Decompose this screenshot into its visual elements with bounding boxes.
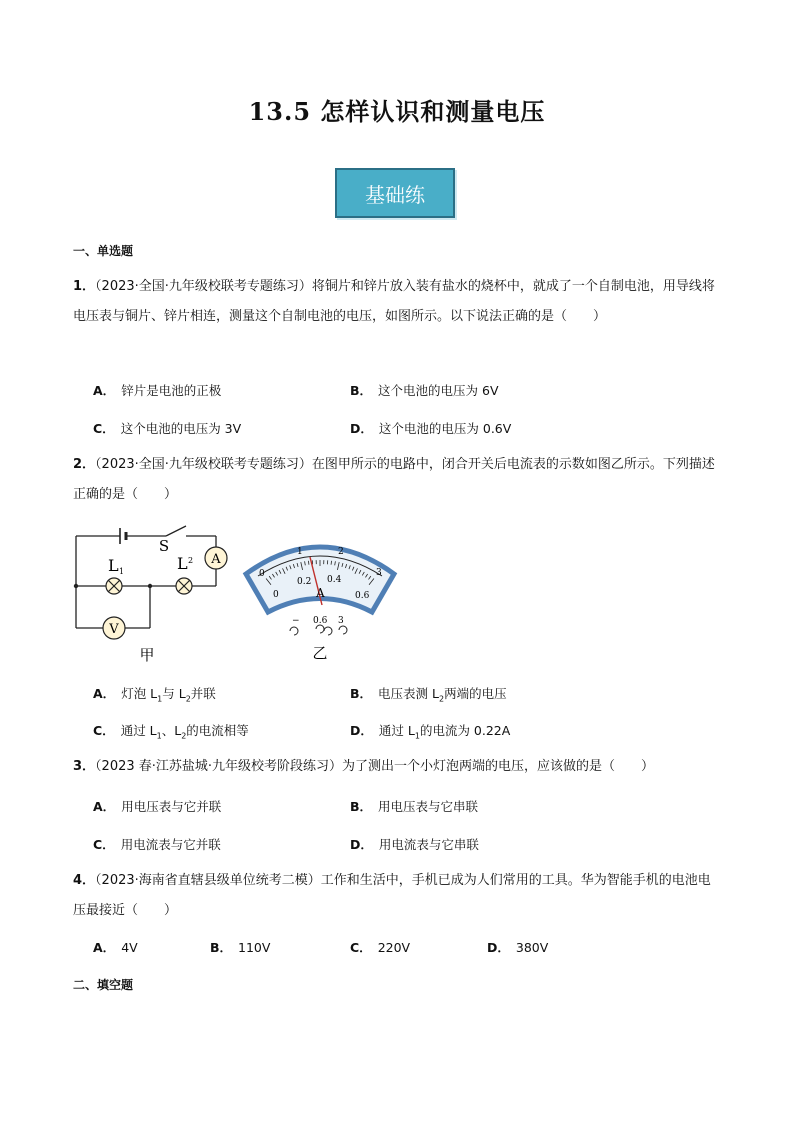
- lamp-l1-icon: [106, 578, 122, 594]
- question-text: （2023·海南省直辖县级单位统考二模）工作和生活中，手机已成为人们常用的工具。华为智能手机的电池电压最接近（ ）: [73, 873, 711, 918]
- q4-option-a[interactable]: A． 4V: [93, 940, 138, 955]
- ammeter-dial-diagram: [240, 530, 400, 666]
- q2-option-c[interactable]: C． 通过 $L_1$、$L_2$的电流相等: [93, 723, 249, 741]
- page-title: 13.5 怎样认识和测量电压: [248, 97, 546, 126]
- q1-option-a[interactable]: A． 锌片是电池的正极: [93, 383, 222, 398]
- q1-option-b[interactable]: B． 这个电池的电压为 6V: [350, 383, 499, 398]
- question-text: （2023·全国·九年级校联考专题练习）在图甲所示的电路中，闭合开关后电流表的示数如图乙所示。下列描述正确的是（ ）: [73, 457, 715, 502]
- question-4: [73, 866, 723, 926]
- question-text: （2023·全国·九年级校联考专题练习）将铜片和锌片放入装有盐水的烧杯中，就成了一个自制电池，用导线将电压表与铜片、锌片相连，测量这个自制电池的电压，如图所示。以下说法正确的是（ ）: [73, 279, 715, 324]
- q3-option-b[interactable]: B． 用电压表与它串联: [350, 799, 479, 814]
- q2-option-d[interactable]: D． 通过 $L_1$的电流为 0.22A: [350, 723, 511, 741]
- q4-option-c[interactable]: C． 220V: [350, 940, 411, 955]
- question-2: [73, 450, 723, 510]
- circuit-diagram: [68, 518, 238, 663]
- question-number: 3．: [73, 759, 96, 774]
- tick-label: 0: [273, 590, 279, 600]
- svg-text:2: 2: [188, 556, 194, 565]
- lamp1-label: L: [108, 556, 119, 575]
- meter-unit: A: [316, 586, 325, 600]
- terminal-icon: [290, 625, 347, 635]
- question-text: （2023 春·江苏盐城·九年级校考阶段练习）为了测出一个小灯泡两端的电压，应该做的是（ ）: [95, 759, 655, 774]
- svg-text:3: 3: [338, 616, 344, 626]
- q2-option-a[interactable]: A． 灯泡 $L_1$与 $L_2$并联: [93, 686, 216, 704]
- q2-option-b[interactable]: B． 电压表测 $L_2$两端的电压: [350, 686, 507, 704]
- question-number: 4．: [73, 873, 96, 888]
- question-3: [73, 752, 723, 782]
- q1-option-d[interactable]: D． 这个电池的电压为 0.6V: [350, 421, 512, 436]
- svg-text:1: 1: [119, 567, 125, 576]
- figure-label-jia: 甲: [139, 646, 155, 663]
- svg-text:−: −: [292, 616, 300, 626]
- q4-option-d[interactable]: D． 380V: [487, 940, 549, 955]
- section-heading-single-choice: 一、单选题: [73, 244, 134, 258]
- tick-label: 2: [338, 547, 344, 557]
- tick-label: 1: [297, 547, 303, 557]
- dial-tick: [308, 561, 309, 565]
- figure-label-yi: 乙: [312, 644, 328, 662]
- voltmeter-label: V: [109, 622, 119, 637]
- dial-tick: [331, 561, 332, 565]
- q3-option-c[interactable]: C． 用电流表与它并联: [93, 837, 221, 852]
- q3-option-a[interactable]: A． 用电压表与它并联: [93, 799, 222, 814]
- svg-text:0.6: 0.6: [313, 616, 328, 626]
- q3-option-d[interactable]: D． 用电流表与它串联: [350, 837, 479, 852]
- tick-label: 3: [376, 568, 382, 578]
- question-1: [73, 272, 723, 332]
- tick-label: 0.4: [327, 575, 342, 585]
- section-badge: 基础练: [335, 168, 455, 218]
- question-number: 2．: [73, 457, 96, 472]
- section-heading-fill-blank: 二、填空题: [73, 978, 134, 992]
- q4-option-b[interactable]: B． 110V: [210, 940, 271, 955]
- tick-label: 0.2: [297, 577, 312, 587]
- question-number: 1．: [73, 279, 96, 294]
- lamp2-label: L: [177, 554, 188, 573]
- lamp-l2-icon: [176, 578, 192, 594]
- q1-option-c[interactable]: C． 这个电池的电压为 3V: [93, 421, 242, 436]
- switch-label: S: [158, 537, 170, 555]
- tick-label: 0.6: [355, 591, 370, 601]
- ammeter-label: A: [211, 552, 221, 567]
- tick-label: 0: [259, 569, 265, 579]
